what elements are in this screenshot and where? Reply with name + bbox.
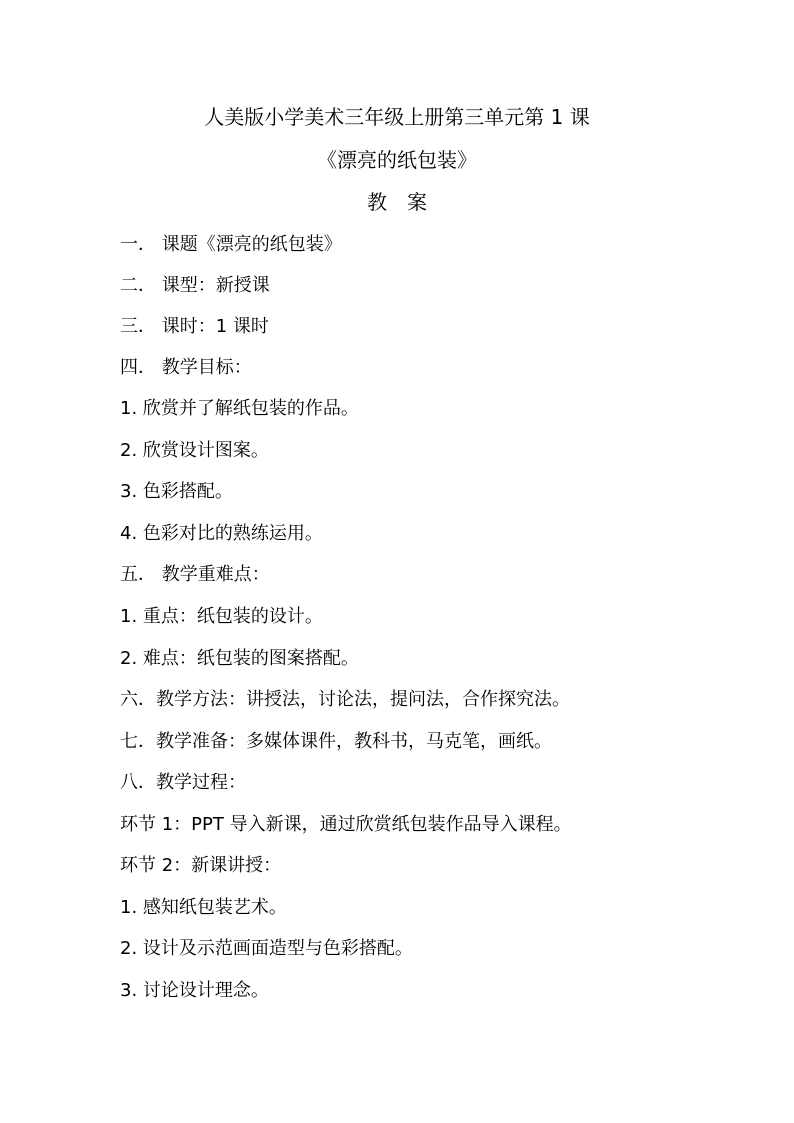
section-methods: 六．教学方法：讲授法，讨论法，提问法，合作探究法。 — [120, 689, 570, 710]
process-substep: 3. 讨论设计理念。 — [120, 980, 269, 1001]
key-point-item: 2. 难点：纸包装的图案搭配。 — [120, 648, 359, 669]
document-type-heading: 教 案 — [367, 190, 427, 214]
process-substep: 1. 感知纸包装艺术。 — [120, 897, 287, 918]
objective-item: 1. 欣赏并了解纸包装的作品。 — [120, 398, 359, 419]
lesson-title: 《漂亮的纸包装》 — [317, 148, 477, 172]
section-objectives-heading: 四． 教学目标： — [120, 357, 252, 378]
objective-item: 3. 色彩搭配。 — [120, 481, 233, 502]
section-topic: 一． 课题《漂亮的纸包装》 — [120, 234, 342, 255]
key-point-item: 1. 重点：纸包装的设计。 — [120, 606, 323, 627]
document-title: 人美版小学美术三年级上册第三单元第 1 课 — [204, 105, 590, 129]
process-substep: 2. 设计及示范画面造型与色彩搭配。 — [120, 938, 413, 959]
objective-item: 4. 色彩对比的熟练运用。 — [120, 523, 323, 544]
section-lesson-type: 二． 课型：新授课 — [120, 275, 270, 296]
section-preparation: 七．教学准备：多媒体课件，教科书，马克笔，画纸。 — [120, 731, 552, 752]
section-duration: 三． 课时：1 课时 — [120, 316, 269, 337]
process-step: 环节 2：新课讲授： — [120, 855, 282, 876]
section-process-heading: 八．教学过程： — [120, 772, 246, 793]
objective-item: 2. 欣赏设计图案。 — [120, 440, 269, 461]
section-key-points-heading: 五． 教学重难点： — [120, 564, 270, 585]
process-step: 环节 1：PPT 导入新课，通过欣赏纸包装作品导入课程。 — [120, 814, 572, 835]
